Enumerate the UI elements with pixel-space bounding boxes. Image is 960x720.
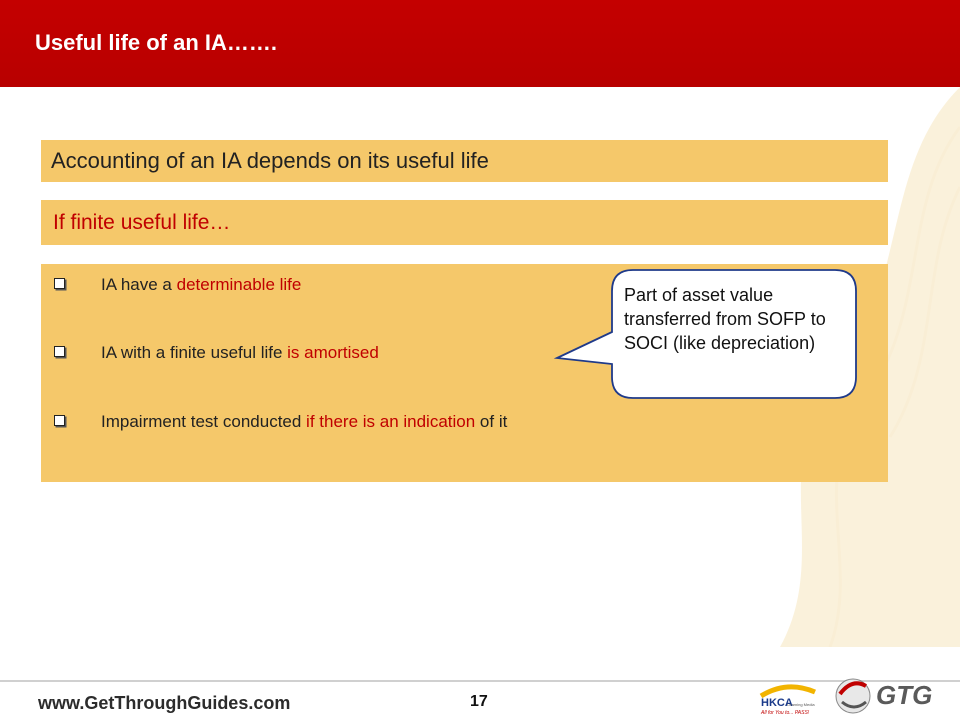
svg-text:HKCA: HKCA bbox=[761, 697, 793, 709]
bullet-highlight: is amortised bbox=[287, 343, 379, 362]
bullet-item bbox=[54, 412, 507, 432]
bullet-highlight: determinable life bbox=[176, 275, 302, 294]
subtopic-text: If finite useful life… bbox=[53, 211, 231, 234]
bullet-highlight: if there is an indication bbox=[306, 412, 476, 431]
bullet-text: IA have a bbox=[101, 275, 177, 294]
bullet-text-tail: of it bbox=[475, 412, 508, 431]
svg-text:All for You to... PASS!: All for You to... PASS! bbox=[761, 710, 810, 716]
bullet-item bbox=[54, 275, 301, 295]
bullet-text: IA with a finite useful life bbox=[101, 343, 288, 362]
slide-header bbox=[0, 0, 960, 87]
svg-text:GTG: GTG bbox=[876, 680, 933, 710]
topic-text: Accounting of an IA depends on its useful life bbox=[51, 148, 489, 173]
checkbox-bullet-icon bbox=[54, 346, 65, 357]
footer-url-link[interactable]: www.GetThroughGuides.com bbox=[38, 693, 291, 713]
subtopic-bar bbox=[41, 200, 888, 245]
callout-text: Part of asset value transferred from SOFP to SOCI (like depreciation) bbox=[624, 285, 826, 353]
slide-title: Useful life of an IA……. bbox=[35, 30, 278, 55]
topic-bar bbox=[41, 140, 888, 182]
checkbox-bullet-icon bbox=[54, 415, 65, 426]
gtg-logo bbox=[832, 672, 952, 718]
svg-text:Learning Media: Learning Media bbox=[787, 702, 815, 707]
page-number: 17 bbox=[470, 693, 488, 710]
bullet-text: Impairment test conducted bbox=[101, 412, 307, 431]
checkbox-bullet-icon bbox=[54, 278, 65, 289]
bullet-item bbox=[54, 343, 379, 363]
hkca-logo bbox=[757, 682, 819, 718]
